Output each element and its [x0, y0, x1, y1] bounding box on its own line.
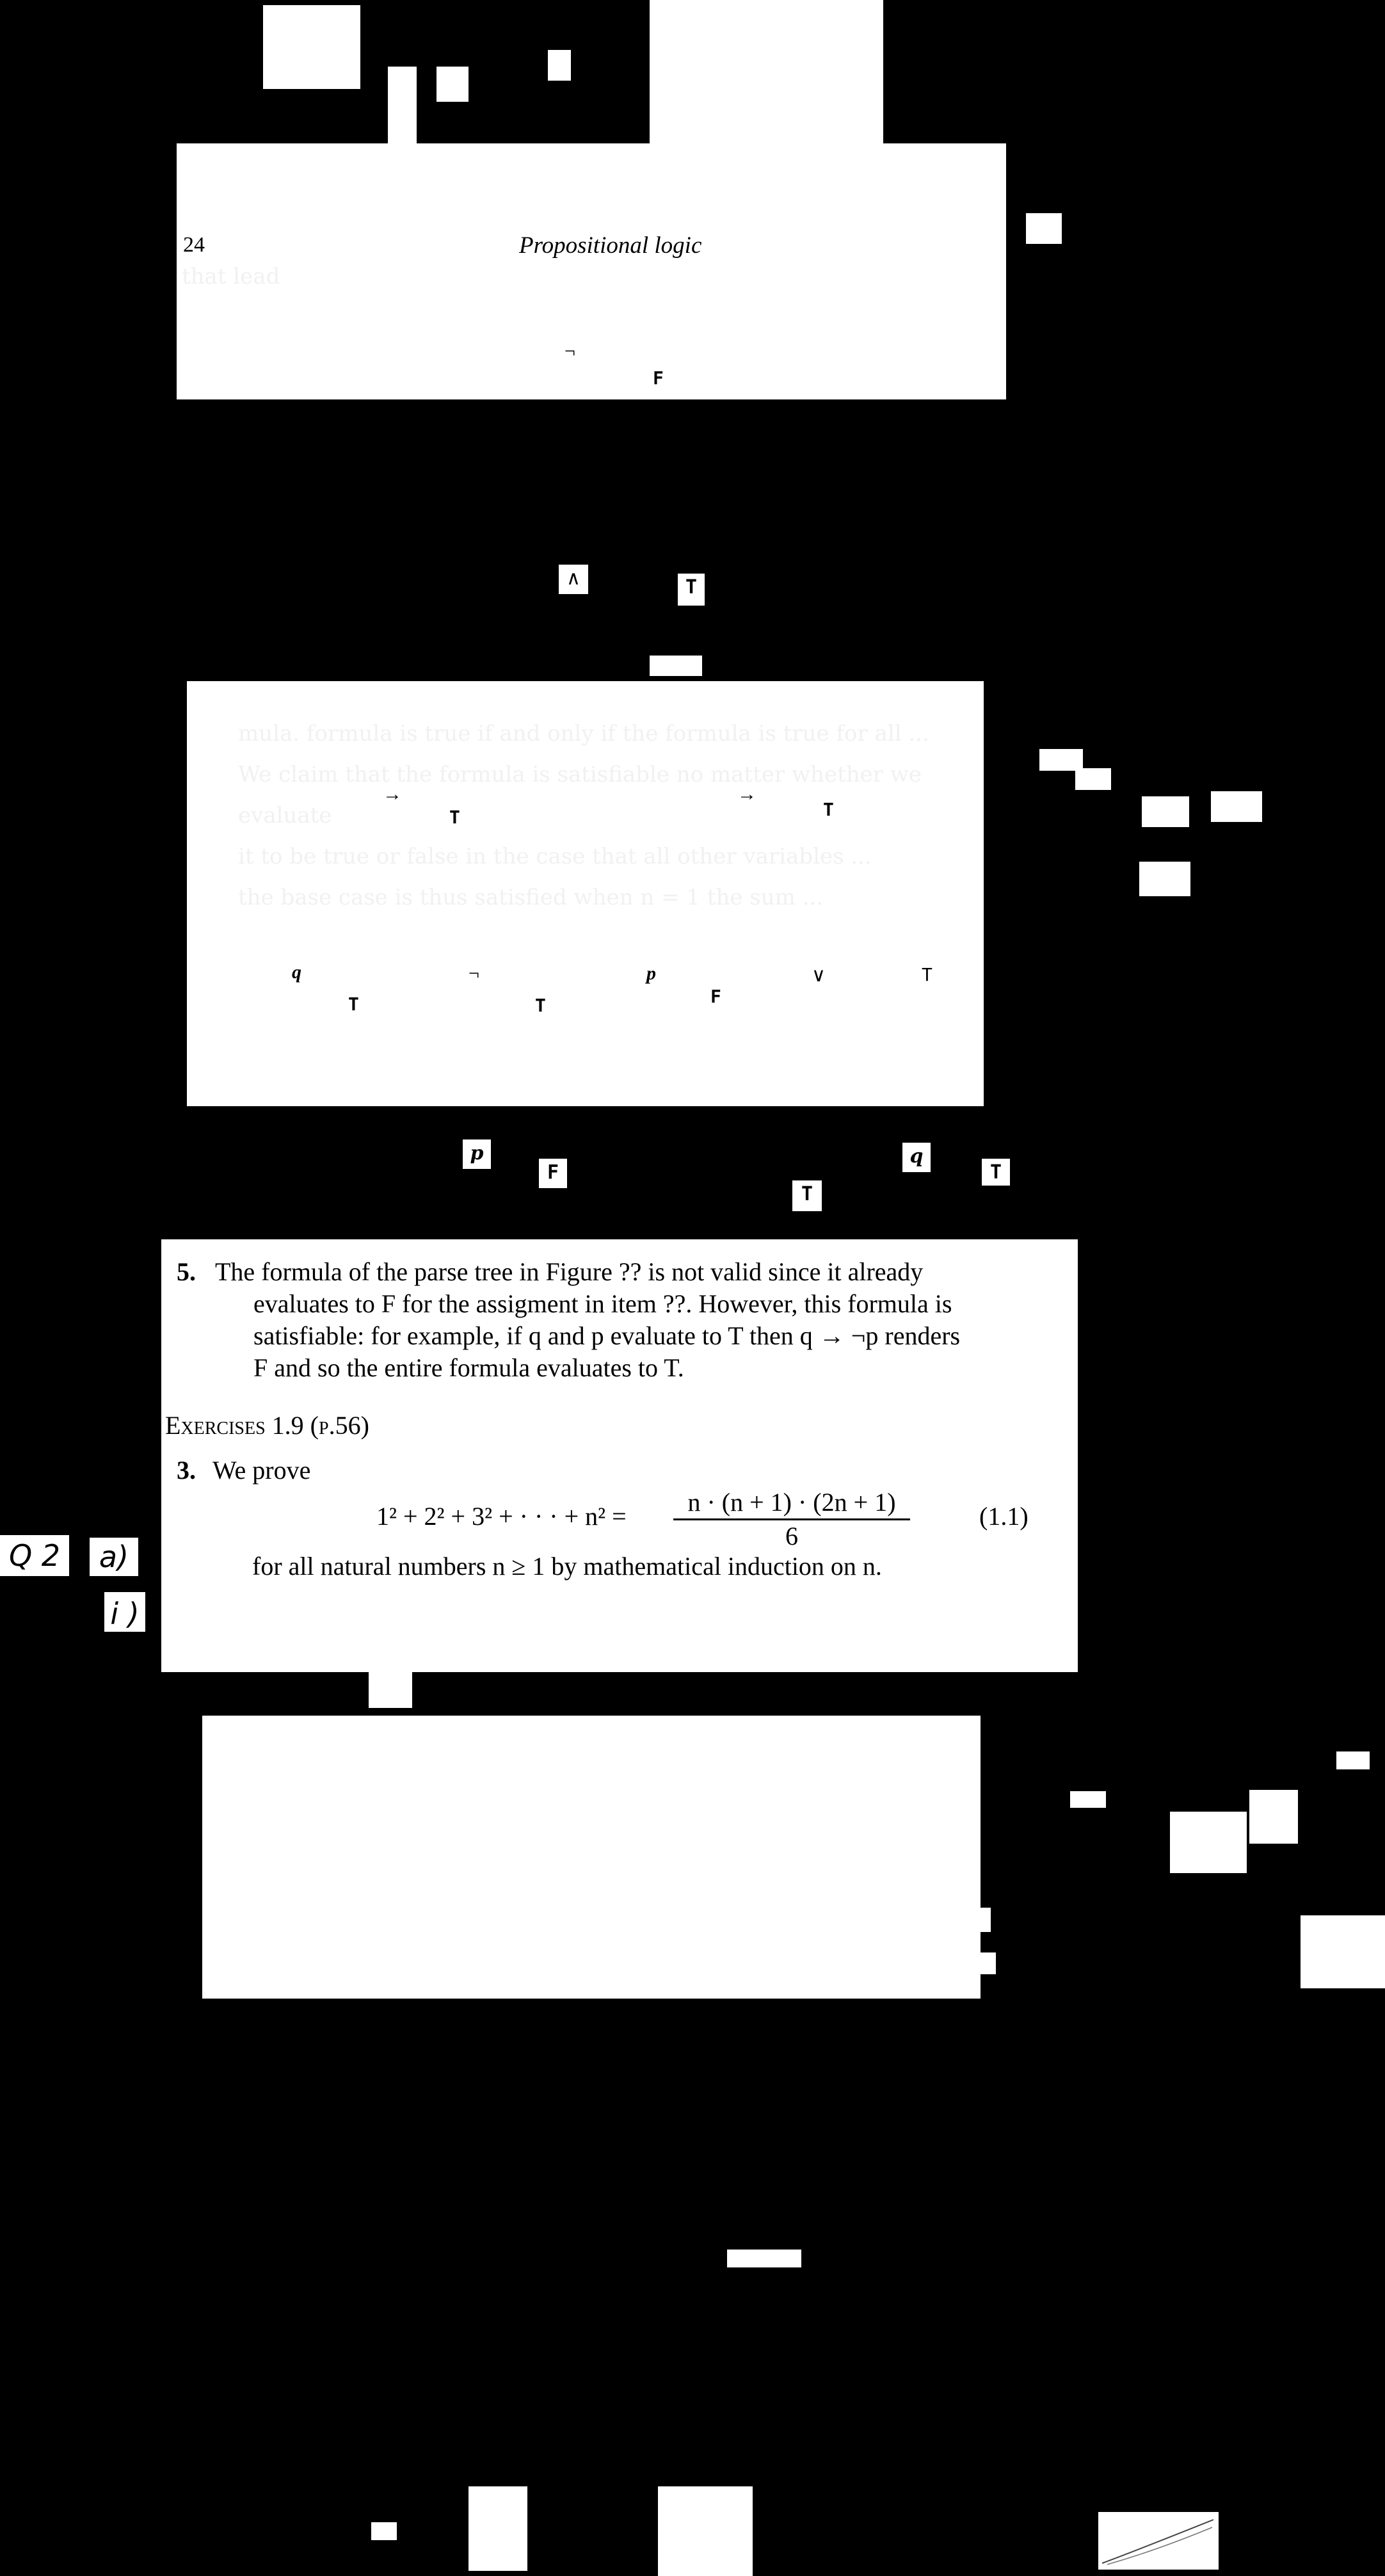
section-heading: Exercises 1.9 (p.56)	[165, 1411, 369, 1440]
faded-text: that lead	[182, 264, 280, 289]
variable-p-box: p	[463, 1139, 491, 1169]
redaction-block	[1301, 1915, 1385, 1988]
redaction-block	[436, 67, 468, 102]
variable-q: q	[292, 962, 301, 983]
handwritten-subpart-label: i )	[102, 1590, 147, 1634]
redaction-block	[650, 656, 702, 676]
item-5-line-4: F and so the entire formula evaluates to T.	[253, 1353, 684, 1382]
true-value: T	[449, 807, 460, 828]
redaction-block	[388, 67, 417, 147]
redaction-block	[658, 2486, 753, 2576]
implies-arrow: →	[737, 784, 757, 805]
false-value: F	[653, 367, 664, 389]
redaction-block	[1211, 791, 1262, 822]
redaction-block	[1026, 213, 1062, 244]
equation-numerator: n · (n + 1) · (2n + 1)	[673, 1486, 910, 1520]
true-value-box: T	[792, 1180, 822, 1211]
redaction-block	[1070, 1791, 1106, 1808]
redaction-block	[1336, 1751, 1370, 1769]
redaction-block	[371, 2522, 397, 2540]
blank-panel	[202, 1716, 981, 1999]
redaction-block	[263, 5, 360, 89]
item-3-intro: We prove	[212, 1456, 311, 1485]
item-3-number: 3.	[177, 1456, 196, 1485]
item-5-number: 5.	[177, 1257, 196, 1286]
item-3-conclusion: for all natural numbers n ≥ 1 by mathematical induction on n.	[252, 1552, 882, 1581]
item-5-line-1: The formula of the parse tree in Figure ?? is not valid since it already	[215, 1257, 924, 1286]
variable-q-box: q	[902, 1143, 931, 1172]
variable-p: p	[646, 963, 656, 984]
redaction-block	[979, 1908, 991, 1932]
item-5-line-2: evaluates to F for the assigment in item ??. However, this formula is	[253, 1289, 952, 1318]
redaction-block	[369, 1668, 412, 1708]
redaction-block	[548, 50, 571, 81]
equation-lhs: 1² + 2² + 3² + · · · + n² =	[376, 1502, 627, 1531]
item-5-line-3: satisfiable: for example, if q and p evaluate to T then q → ¬p renders	[253, 1321, 961, 1350]
redaction-block	[1170, 1812, 1247, 1873]
true-value-box: T	[678, 574, 705, 606]
redaction-block	[979, 1952, 996, 1974]
page-number: 24	[183, 233, 205, 257]
handwritten-part-label: a)	[90, 1538, 138, 1576]
equation-fraction	[673, 1486, 910, 1552]
and-symbol-box: ∧	[559, 565, 588, 594]
or-symbol: ∨	[812, 965, 826, 986]
redaction-block	[727, 2250, 801, 2267]
redaction-block	[1039, 749, 1083, 771]
redaction-block	[1075, 768, 1111, 790]
truth-tree-panel	[187, 681, 984, 1106]
signature-scribble	[1098, 2512, 1219, 2570]
handwritten-question-label: Q 2	[0, 1535, 69, 1576]
redaction-block	[1142, 796, 1189, 827]
running-title: Propositional logic	[519, 232, 702, 259]
signature-block	[1098, 2512, 1219, 2570]
true-value: T	[922, 964, 933, 985]
redaction-block	[650, 0, 883, 144]
redaction-block	[468, 2486, 527, 2571]
true-value: T	[348, 994, 359, 1015]
redaction-block	[1139, 862, 1190, 896]
equation-denominator: 6	[785, 1522, 798, 1550]
redaction-block	[1249, 1790, 1298, 1844]
false-value-box: F	[539, 1159, 567, 1188]
true-value: T	[535, 995, 546, 1016]
faded-text: mula. formula is true if and only if the formula is true for all ... We claim that the formula is satisfiable no matter whether we evaluate it to be true or false in the case that all other variables ... the base case is thus satisfied when n = 1 the sum ...	[238, 721, 929, 910]
true-value: T	[823, 799, 834, 820]
page-header-panel	[177, 143, 1006, 399]
exercise-panel	[161, 1239, 1078, 1672]
true-value-box: T	[982, 1159, 1010, 1186]
negation-symbol: ¬	[468, 963, 479, 984]
equation-label: (1.1)	[979, 1502, 1029, 1531]
negation-symbol: ¬	[564, 341, 575, 362]
false-value: F	[710, 986, 721, 1007]
implies-arrow: →	[383, 784, 402, 805]
